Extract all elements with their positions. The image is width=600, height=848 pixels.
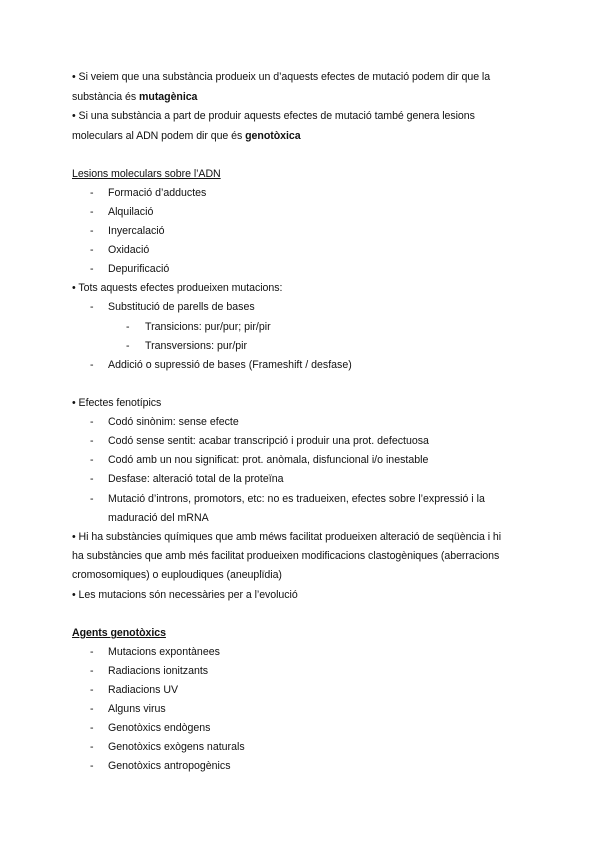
list-item: Genotòxics antropogènics — [108, 760, 231, 772]
lesions-heading: Lesions moleculars sobre l’ADN — [72, 168, 221, 180]
list-item: Formació d’adductes — [108, 187, 207, 199]
term-genotoxica: genotòxica — [245, 130, 301, 142]
list-dash: - — [90, 703, 94, 715]
list-item: Radiacions ionitzants — [108, 665, 209, 677]
list-item: Mutacions expontànees — [108, 646, 220, 658]
term-mutagenica: mutagènica — [139, 91, 198, 103]
intro-line-1: • Si veiem que una substància produeix un d’aquests efectes de mutació podem dir que la — [72, 71, 491, 83]
list-item: Depurificació — [108, 263, 170, 275]
list-dash: - — [90, 473, 94, 485]
list-item: Inyercalació — [108, 225, 165, 237]
intro-line-4 — [72, 127, 301, 146]
sublist-dash: - — [126, 340, 130, 352]
sublist-item: Transversions: pur/pir — [145, 340, 248, 352]
list-dash: - — [90, 493, 94, 505]
list-item: Desfase: alteració total de la proteïna — [108, 473, 284, 485]
list-dash: - — [90, 722, 94, 734]
note-line: • Hi ha substàncies químiques que amb méws facilitat produeixen alteració de seqüència i hi — [72, 531, 502, 543]
list-dash: - — [90, 435, 94, 447]
intro-line-3: • Si una substància a part de produir aquests efectes de mutació també genera lesions — [72, 110, 475, 122]
list-dash: - — [90, 760, 94, 772]
list-item: Addició o supressió de bases (Frameshift / desfase) — [108, 359, 352, 371]
note-line: ha substàncies que amb més facilitat produeixen modificacions clastogèniques (aberracions — [72, 550, 500, 562]
list-dash: - — [90, 301, 94, 313]
list-item: Alquilació — [108, 206, 154, 218]
list-item: Oxidació — [108, 244, 150, 256]
list-dash: - — [90, 416, 94, 428]
list-dash: - — [90, 741, 94, 753]
list-dash: - — [90, 187, 94, 199]
list-dash: - — [90, 263, 94, 275]
list-item-continuation: maduració del mRNA — [108, 512, 209, 524]
intro-text: substància és — [72, 91, 140, 103]
list-dash: - — [90, 646, 94, 658]
note-line: cromosomiques) o euploudiques (aneuplïdia) — [72, 569, 282, 581]
list-dash: - — [90, 359, 94, 371]
list-item: Alguns virus — [108, 703, 166, 715]
list-dash: - — [90, 225, 94, 237]
intro-line-2 — [72, 88, 197, 107]
list-dash: - — [90, 665, 94, 677]
list-dash: - — [90, 206, 94, 218]
list-dash: - — [90, 244, 94, 256]
sublist-item: Transicions: pur/pur; pir/pir — [145, 321, 271, 333]
list-item: Codó amb un nou significat: prot. anòmala, disfuncional i/o inestable — [108, 454, 429, 466]
fenotipics-heading: • Efectes fenotípics — [72, 397, 162, 409]
mutacions-heading: • Tots aquests efectes produeixen mutacions: — [72, 282, 283, 294]
list-dash: - — [90, 454, 94, 466]
list-item: Radiacions UV — [108, 684, 179, 696]
list-dash: - — [90, 684, 94, 696]
intro-text: moleculars al ADN podem dir que és — [72, 130, 246, 142]
agents-heading: Agents genotòxics — [72, 627, 166, 639]
list-item: Genotòxics endògens — [108, 722, 211, 734]
list-item: Substitució de parells de bases — [108, 301, 255, 313]
list-item: Mutació d’introns, promotors, etc: no es tradueixen, efectes sobre l’expressió i la — [108, 493, 485, 505]
list-item: Codó sense sentit: acabar transcripció i produir una prot. defectuosa — [108, 435, 429, 447]
list-item: Codó sinònim: sense efecte — [108, 416, 239, 428]
note-line: • Les mutacions són necessàries per a l’evolució — [72, 589, 298, 601]
list-item: Genotòxics exògens naturals — [108, 741, 245, 753]
sublist-dash: - — [126, 321, 130, 333]
